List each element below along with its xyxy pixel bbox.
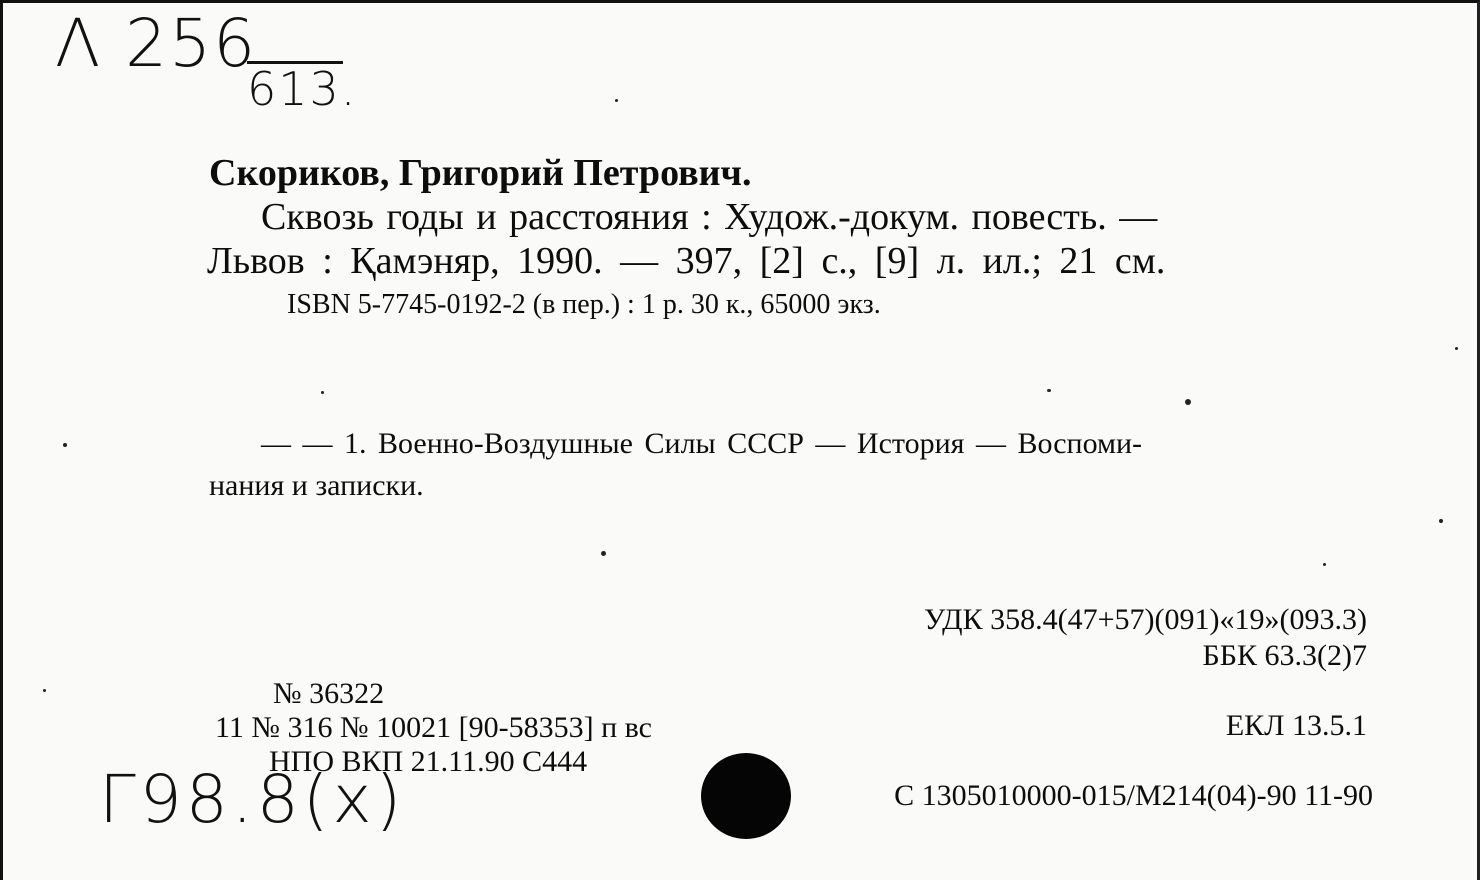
speck: [63, 443, 67, 447]
shelf-mark: Λ 256: [55, 5, 258, 82]
speck: [615, 99, 618, 102]
subject-heading-line-2: нания и записки.: [209, 469, 424, 502]
print-organization: НПО ВКП 21.11.90 С444: [269, 745, 588, 778]
title-statement: Сквозь годы и расстояния : Худож.-докум. повесть. —: [261, 196, 1158, 238]
shelf-mark-fraction: 613.: [247, 62, 358, 116]
author-heading: Скориков, Григорий Петрович.: [209, 152, 752, 194]
speck: [1439, 519, 1443, 523]
publisher-code: С 1305010000-015/М214(04)-90 11-90: [894, 779, 1373, 812]
udk-code: УДК 358.4(47+57)(091)«19»(093.3): [923, 603, 1367, 636]
print-order: 11 № 316 № 10021 [90-58353] п вс: [215, 711, 652, 744]
speck: [1323, 563, 1326, 566]
speck: [601, 551, 606, 556]
bbk-code: ББК 63.3(2)7: [1202, 639, 1367, 672]
speck: [43, 689, 46, 692]
handwritten-classification: Г98.8(х): [99, 761, 406, 838]
speck: [321, 391, 324, 394]
speck: [1185, 399, 1191, 405]
isbn-price: ISBN 5-7745-0192-2 (в пер.) : 1 р. 30 к., 65000 экз.: [287, 289, 881, 320]
imprint: Львов : Қамэняр, 1990. — 397, [2] с., [9] л. ил.; 21 см.: [207, 240, 1166, 282]
speck: [1455, 347, 1458, 350]
subject-heading-line-1: — — 1. Военно-Воздушные Силы СССР — История — Воспоми-: [261, 427, 1143, 460]
ekl-code: ЕКЛ 13.5.1: [1225, 709, 1367, 742]
punch-hole: [701, 753, 791, 839]
speck: [1047, 389, 1051, 392]
print-number: № 36322: [273, 677, 385, 710]
